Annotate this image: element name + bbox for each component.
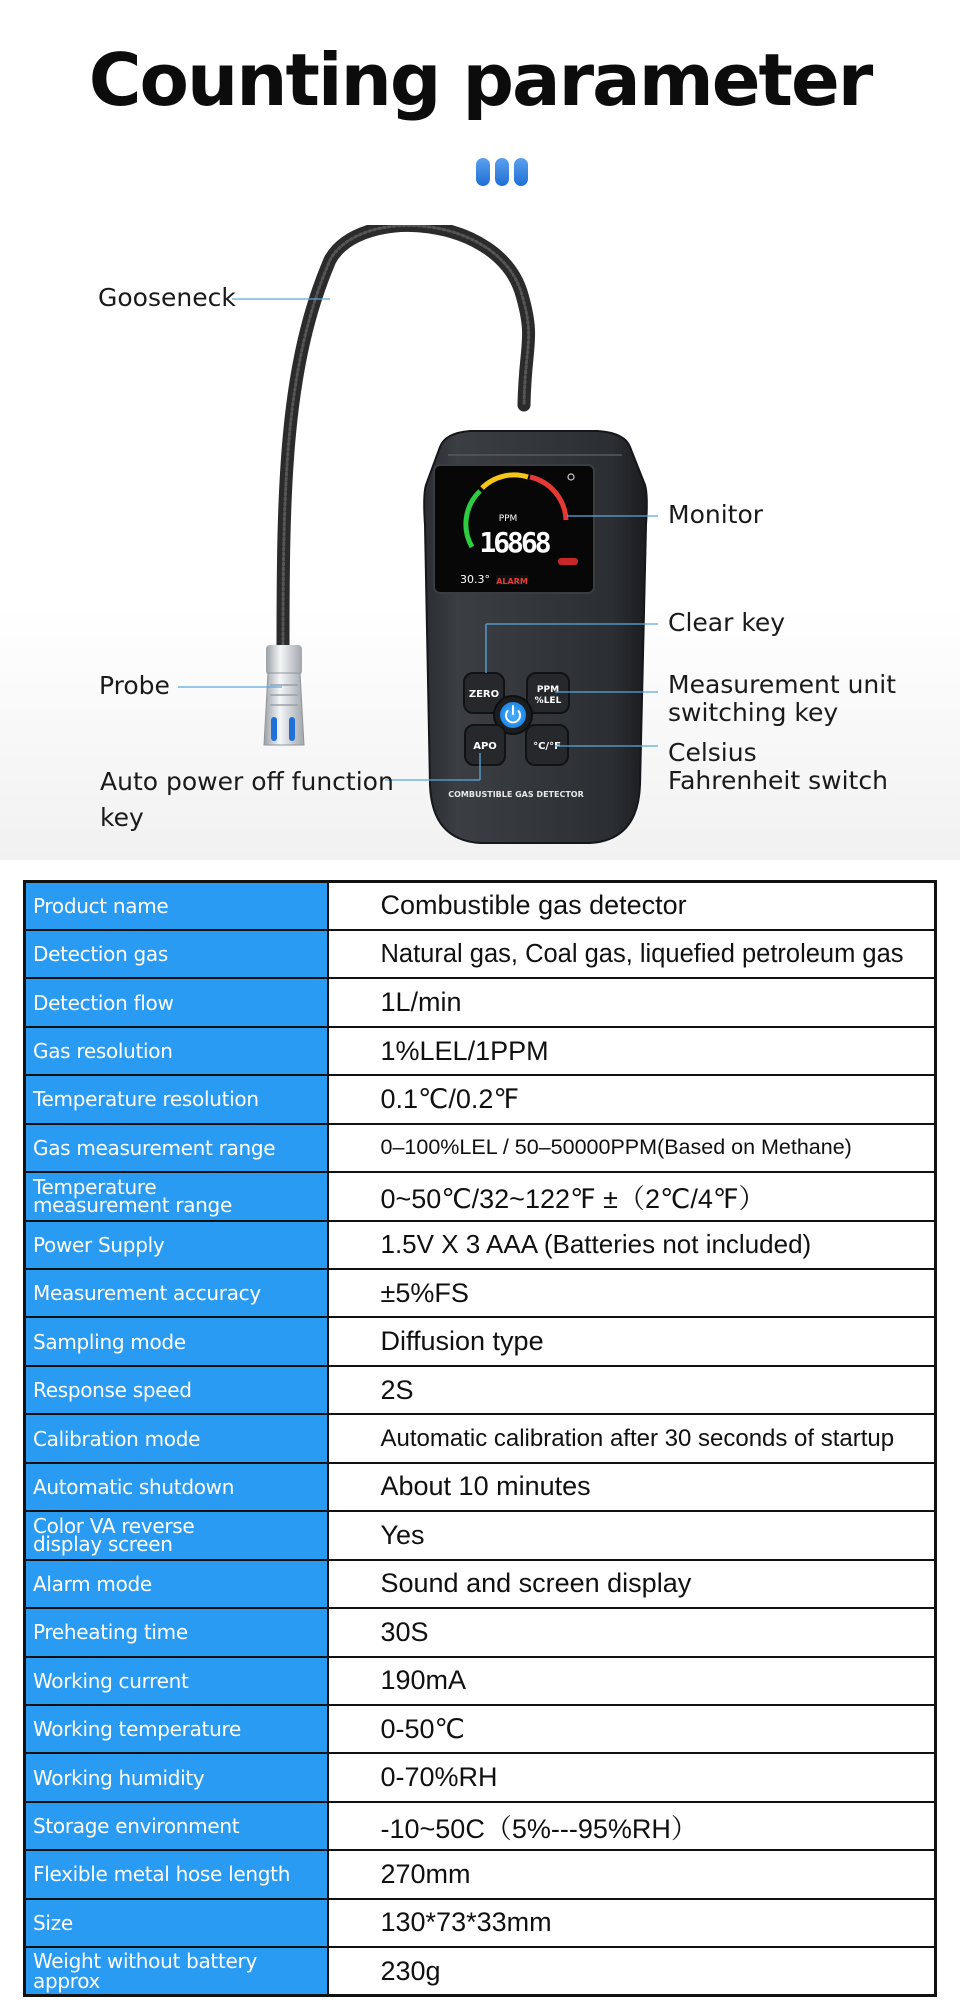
spec-value: 0.1℃/0.2℉: [328, 1075, 936, 1123]
table-row: [25, 1560, 936, 1608]
table-row: [25, 1802, 936, 1850]
table-row: [25, 1657, 936, 1705]
table-row: [25, 1947, 936, 1995]
table-row: [25, 882, 936, 930]
table-row: [25, 1027, 936, 1075]
table-row: [25, 1124, 936, 1172]
spec-label: Preheating time: [25, 1608, 328, 1656]
table-row: [25, 1414, 936, 1462]
table-row: [25, 1463, 936, 1511]
celsius-fahrenheit-label-line1: Celsius: [668, 738, 757, 767]
spec-value: 0–100%LEL / 50–50000PPM(Based on Methane): [328, 1124, 936, 1172]
table-row: [25, 1366, 936, 1414]
spec-label: Storage environment: [25, 1802, 328, 1850]
table-row: [25, 1753, 936, 1801]
spec-label: [25, 1172, 328, 1220]
svg-text:PPM: PPM: [498, 514, 518, 524]
table-row: [25, 1221, 936, 1269]
spec-label-line2: measurement range: [33, 1193, 232, 1218]
spec-label: Alarm mode: [25, 1560, 328, 1608]
spec-value: ±5%FS: [328, 1269, 936, 1317]
auto-power-off-label: [100, 764, 394, 836]
auto-power-off-label-line1: Auto power off function: [100, 767, 394, 796]
spec-label: Flexible metal hose length: [25, 1850, 328, 1898]
spec-label: Power Supply: [25, 1221, 328, 1269]
spec-label: Gas resolution: [25, 1027, 328, 1075]
svg-text:ZERO: ZERO: [468, 689, 500, 700]
svg-text:ALARM: ALARM: [496, 577, 528, 586]
table-row: [25, 1511, 936, 1559]
spec-value: Diffusion type: [328, 1317, 936, 1365]
section-divider-dots: [476, 158, 528, 186]
probe-label: Probe: [99, 671, 170, 700]
svg-text:%LEL: %LEL: [534, 696, 562, 706]
specification-table: [23, 880, 937, 1997]
spec-value: 270mm: [328, 1850, 936, 1898]
clear-key-label: Clear key: [668, 608, 786, 637]
spec-value: 130*73*33mm: [328, 1899, 936, 1947]
unit-switch-key[interactable]: [527, 673, 569, 713]
spec-label: Size: [25, 1899, 328, 1947]
spec-label-line2: display screen: [33, 1532, 173, 1557]
table-row: [25, 1172, 936, 1220]
spec-label-line1: Color VA reverse: [33, 1514, 195, 1539]
table-row: [25, 1608, 936, 1656]
table-row: [25, 1317, 936, 1365]
table-row: [25, 930, 936, 978]
svg-text:16868: 16868: [479, 526, 549, 559]
spec-label: Calibration mode: [25, 1414, 328, 1462]
spec-label: Temperature resolution: [25, 1075, 328, 1123]
spec-value: Automatic calibration after 30 seconds of startup: [328, 1414, 936, 1462]
table-row: [25, 1269, 936, 1317]
spec-label: Detection gas: [25, 930, 328, 978]
svg-text:APO: APO: [473, 741, 497, 752]
spec-value: 0-50℃: [328, 1705, 936, 1753]
page-title: Counting parameter: [88, 38, 872, 122]
spec-value: About 10 minutes: [328, 1463, 936, 1511]
spec-label: Working humidity: [25, 1753, 328, 1801]
spec-value: 1.5V X 3 AAA (Batteries not included): [328, 1221, 936, 1269]
spec-value: -10~50C（5%---95%RH）: [328, 1802, 936, 1850]
spec-value: 1%LEL/1PPM: [328, 1027, 936, 1075]
svg-text:PPM: PPM: [536, 685, 560, 695]
spec-label: Measurement accuracy: [25, 1269, 328, 1317]
spec-label: Detection flow: [25, 978, 328, 1026]
celsius-fahrenheit-key[interactable]: [526, 725, 568, 765]
measurement-unit-label-line1: Measurement unit: [668, 670, 897, 699]
table-row: [25, 1850, 936, 1898]
svg-text:°C/°F: °C/°F: [533, 741, 561, 752]
spec-label-line1: Temperature: [33, 1175, 157, 1200]
celsius-fahrenheit-label-line2: Fahrenheit switch: [668, 766, 888, 795]
measurement-unit-label-line2: switching key: [668, 698, 839, 727]
auto-power-off-label-line2: key: [100, 803, 144, 832]
spec-value: 1L/min: [328, 978, 936, 1026]
table-row: [25, 978, 936, 1026]
svg-text:30.3°: 30.3°: [460, 573, 490, 586]
monitor-label: Monitor: [668, 500, 764, 529]
apo-key[interactable]: [465, 725, 505, 765]
table-row: [25, 1705, 936, 1753]
svg-text:COMBUSTIBLE GAS DETECTOR: COMBUSTIBLE GAS DETECTOR: [448, 790, 584, 799]
spec-value: 30S: [328, 1608, 936, 1656]
spec-label: [25, 1511, 328, 1559]
table-row: [25, 1899, 936, 1947]
spec-value: 2S: [328, 1366, 936, 1414]
spec-label: Weight without battery approx: [25, 1947, 328, 1995]
spec-label: Working temperature: [25, 1705, 328, 1753]
product-illustration: [0, 225, 960, 860]
gooseneck-label: Gooseneck: [98, 283, 236, 312]
spec-value: 0-70%RH: [328, 1753, 936, 1801]
probe-tip: [266, 645, 302, 675]
spec-value: 190mA: [328, 1657, 936, 1705]
spec-value: Combustible gas detector: [328, 882, 936, 930]
spec-value: 0~50℃/32~122℉ ±（2℃/4℉）: [328, 1172, 936, 1220]
spec-value: 230g: [328, 1947, 936, 1995]
celsius-fahrenheit-label: [668, 739, 888, 795]
spec-label: Working current: [25, 1657, 328, 1705]
spec-value: Natural gas, Coal gas, liquefied petroleum gas: [328, 930, 936, 978]
spec-label: Response speed: [25, 1366, 328, 1414]
spec-label: Automatic shutdown: [25, 1463, 328, 1511]
spec-label: Product name: [25, 882, 328, 930]
table-row: [25, 1075, 936, 1123]
spec-label: Sampling mode: [25, 1317, 328, 1365]
spec-label: Gas measurement range: [25, 1124, 328, 1172]
measurement-unit-label: [668, 671, 896, 727]
spec-value: Sound and screen display: [328, 1560, 936, 1608]
spec-value: Yes: [328, 1511, 936, 1559]
